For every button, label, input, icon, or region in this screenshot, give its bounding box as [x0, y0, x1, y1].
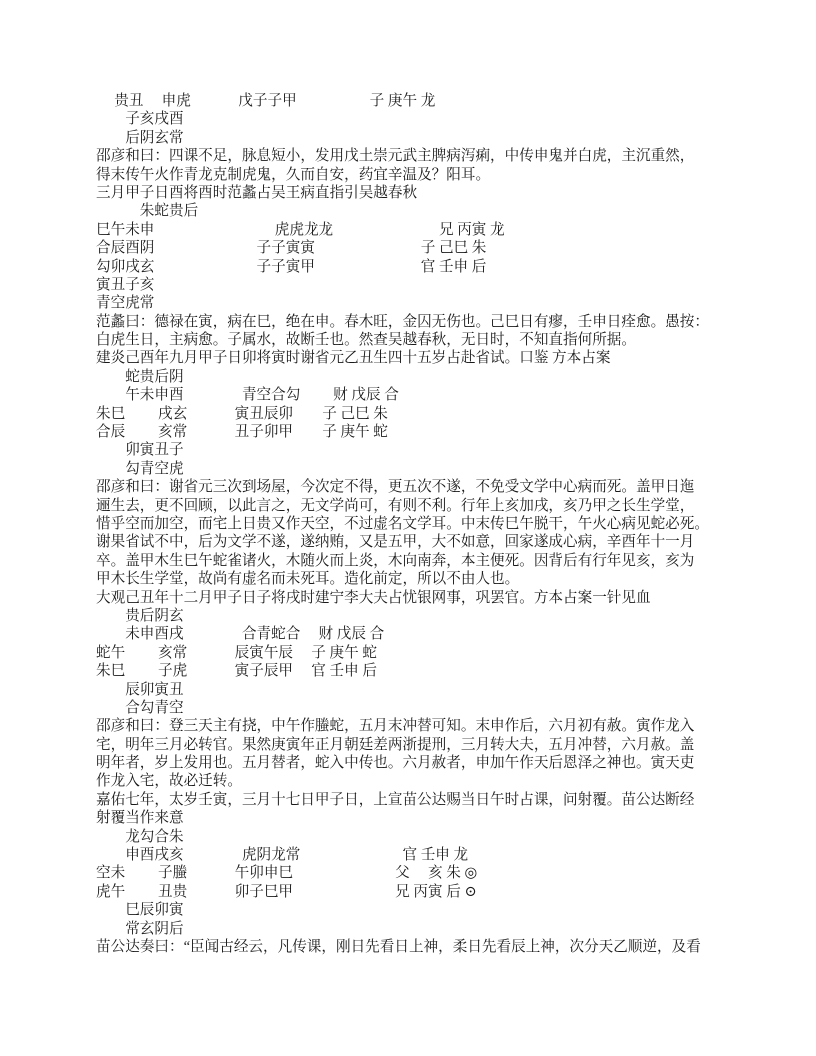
text-line: 辰卯寅丑: [96, 681, 184, 698]
text-line: 巳辰卯寅: [96, 902, 184, 919]
text-line: 合辰 亥常 丑子卯甲 子 庚午 蛇: [96, 424, 388, 441]
text-line: 白虎生日，主病愈。子属水，故断壬也。然查吴越春秋，无日时，不知直指何所据。: [96, 332, 636, 349]
text-line: 邵彦和曰：四课不足，脉息短小，发用戊土崇元武主脾病泻痢，中传申鬼并白虎，主沉重然，: [96, 148, 695, 165]
text-line: 后阴玄常: [96, 129, 184, 146]
document-text: [96, 92, 736, 956]
text-line: 虎午 丑贵 卯子巳甲 兄 丙寅 后 ⊙: [96, 883, 477, 900]
text-line: 射覆当作来意: [96, 810, 184, 827]
text-line: 得末传午火作青龙克制虎鬼，久而自安，药宜辛温及？阳耳。: [96, 166, 491, 183]
text-line: 贵丑 申虎 戊子子甲 子 庚午 龙: [96, 93, 436, 109]
text-line: 作龙入宅，故必迁转。: [96, 773, 242, 790]
text-line: 贵后阴玄: [96, 607, 184, 624]
text-line: 范蠡曰：德禄在寅，病在巳，绝在申。春木旺，金囚无伤也。己巳日有瘳，壬申日痊愈。愚按：: [96, 313, 709, 330]
text-line: 蛇午 亥常 辰寅午辰 子 庚午 蛇: [96, 644, 377, 661]
text-line: 邵彦和曰：谢省元三次到场屋，今次定不得，更五次不遂，不免受文学中心病而死。盖甲日迤: [96, 479, 695, 496]
text-line: 朱蛇贵后: [96, 203, 199, 220]
text-line: 午未申酉 青空合勾 财 戊辰 合: [96, 387, 399, 404]
text-line: 未申酉戌 合青蛇合 财 戊辰 合: [96, 626, 385, 643]
text-line: 巳午未申 虎虎龙龙 兄 丙寅 龙: [96, 221, 505, 238]
text-line: 大观己丑年十二月甲子日子将戌时建宁李大夫占忧银网事，巩罢官。方本占案一针见血: [96, 589, 651, 606]
text-line: 申酉戌亥 虎阴龙常 官 壬申 龙: [96, 847, 469, 864]
text-line: 三月甲子日酉将酉时范蠡占吴王病直指引吴越春秋: [96, 184, 418, 201]
text-line: 寅丑子亥: [96, 276, 155, 293]
text-line: 甲木长生学堂，故尚有虚名而未死耳。造化前定，所以不由人也。: [96, 571, 520, 588]
text-line: 谢果省试不中，后为文学不遂，遂纳贿，又是五甲，大不如意，回家遂成心病，辛酉年十一月: [96, 534, 695, 551]
text-line: 合辰酉阴 子子寅寅 子 己巳 朱: [96, 240, 487, 257]
text-line: 青空虎常: [96, 295, 155, 312]
text-line: 空未 子螣 午卯申巳 父 亥 朱 ◎: [96, 865, 478, 882]
text-line: 勾卯戌玄 子子寅甲 官 壬申 后: [96, 258, 487, 275]
text-line: 嘉佑七年，太岁壬寅，三月十七日甲子日，上宣苗公达赐当日午时占课，问射覆。苗公达断经: [96, 791, 695, 808]
text-line: 勾青空虎: [96, 460, 184, 477]
text-line: 朱巳 子虎 寅子辰甲 官 壬申 后: [96, 663, 377, 680]
text-line: 常玄阴后: [96, 920, 184, 937]
text-line: 惜乎空而加空，而宅上日贵又作天空，不过虚名文学耳。中末传巳午脱干，午火心病见蛇必死。: [96, 515, 709, 532]
text-line: 建炎己酉年九月甲子日卯将寅时谢省元乙丑生四十五岁占赴省试。口鉴 方本占案: [96, 350, 611, 367]
text-line: 蛇贵后阴: [96, 368, 184, 385]
text-line: 合勾青空: [96, 699, 184, 716]
text-line: 苗公达奏曰：“臣闻古经云，凡传课，刚日先看日上神，柔日先看辰上神，次分天乙顺逆，及看: [96, 938, 701, 955]
text-line: 逦生去，更不回顾，以此言之，无文学尚可，有则不利。行年上亥加戌，亥乃甲之长生学堂，: [96, 497, 695, 514]
text-line: 卒。盖甲木生巳午蛇雀诸火，木随火而上炎，木向南奔，本主便死。因背后有行年见亥，亥为: [96, 552, 695, 569]
text-line: 朱巳 戌玄 寅丑辰卯 子 己巳 朱: [96, 405, 388, 422]
text-line: 明年者，岁上发用也。五月替者，蛇入中传也。六月赦者，申加午作天后恩泽之神也。寅天吏: [96, 755, 695, 772]
text-line: 卯寅丑子: [96, 442, 184, 459]
text-line: 子亥戌酉: [96, 111, 184, 128]
text-line: 龙勾合朱: [96, 828, 184, 845]
text-line: 宅，明年三月必转官。果然庚寅年正月朝廷差两浙提刑，三月转大夫，五月冲替，六月赦。盖: [96, 736, 695, 753]
text-line: 邵彦和曰：登三天主有挠，中午作螣蛇，五月末冲替可知。末申作后，六月初有赦。寅作龙入: [96, 718, 695, 735]
